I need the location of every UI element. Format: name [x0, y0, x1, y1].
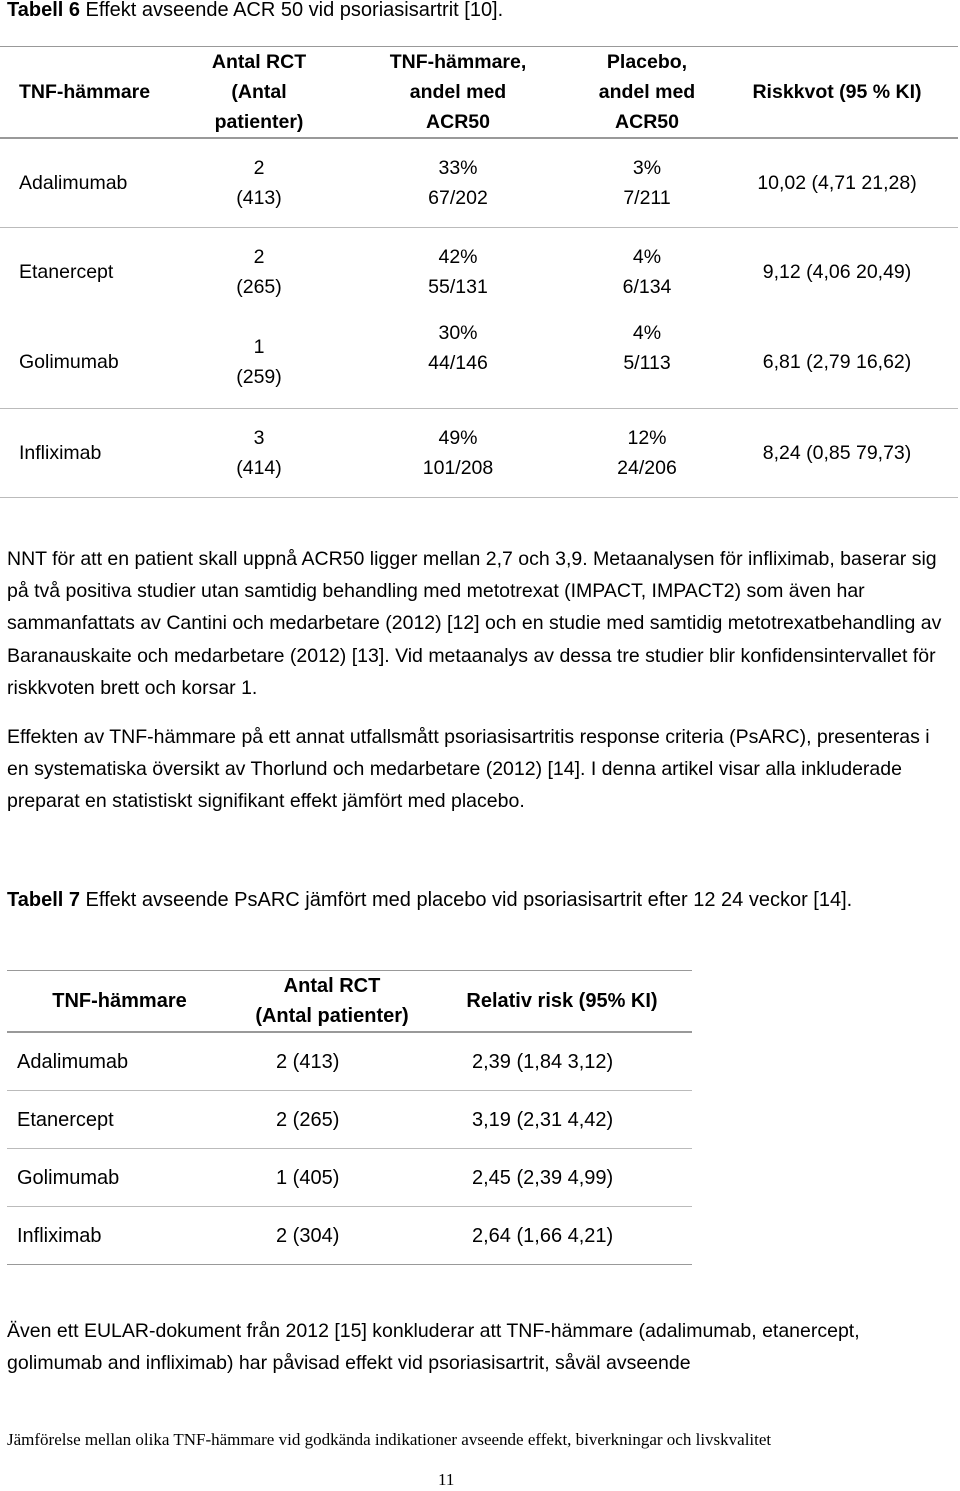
relative-risk: 2,39 (1,84 3,12) [432, 1032, 692, 1091]
table7-header-row [7, 971, 692, 1033]
risk-ratio: 9,12 (4,06 20,49) [762, 261, 912, 283]
tnf-share: 30% 44/146 [338, 316, 578, 409]
table6-caption [7, 0, 503, 26]
placebo-share: 12% 24/206 [578, 409, 716, 498]
placebo-share: 3% 7/211 [578, 138, 716, 228]
table6-header-tnf: TNF-hämmare, andel med ACR50 [338, 47, 578, 139]
table6-caption-label: Tabell 6 [7, 0, 80, 21]
drug-name: Etanercept [7, 1091, 232, 1149]
relative-risk: 2,45 (2,39 4,99) [432, 1149, 692, 1207]
drug-name: Etanercept [19, 261, 114, 283]
risk-ratio: 6,81 (2,79 16,62) [716, 316, 958, 409]
table-row [7, 1032, 692, 1091]
page-footer: Jämförelse mellan olika TNF-hämmare vid godkända indikationer avseende effekt, biverkningar och livskvalitet [7, 1430, 772, 1449]
relative-risk: 2,64 (1,66 4,21) [432, 1207, 692, 1265]
rct-count: 3 (414) [180, 409, 338, 498]
tnf-share: 49% 101/208 [338, 409, 578, 498]
table-row [0, 409, 958, 498]
rct-count: 2 (265) [232, 1091, 432, 1149]
paragraph-nnt: NNT för att en patient skall uppnå ACR50 ligger mellan 2,7 och 3,9. Metaanalysen för infliximab, baserar sig på två positiva studier utan samtidig behandling med metotrexat (IMPACT, IMPACT2) som även har sammanfattats av Cantini och medarbetare (2012) [12] och en studie med samtidig metotrexatbehandling av Baranauskaite och medarbetare (2012) [13]. Vid metaanalys av dessa tre studier blir konfidensintervallet för riskkvoten brett och korsar 1. [7, 548, 942, 699]
table7 [7, 970, 692, 1265]
placebo-share: 4% 5/113 [578, 316, 716, 409]
drug-name: Infliximab [0, 409, 180, 498]
rct-count: 2 (413) [232, 1032, 432, 1091]
risk-ratio: 10,02 (4,71 21,28) [716, 138, 958, 228]
rct-count: 2 (304) [232, 1207, 432, 1265]
table-row [0, 138, 958, 228]
table6 [0, 46, 958, 498]
table6-header-placebo: Placebo, andel med ACR50 [578, 47, 716, 139]
table7-caption-label: Tabell 7 [7, 889, 80, 911]
table6-header-rr: Riskkvot (95 % KI) [716, 47, 958, 139]
table7-header-drug: TNF-hämmare [7, 971, 232, 1033]
table7-header-rr: Relativ risk (95% KI) [432, 971, 692, 1033]
table7-caption-text: Effekt avseende PsARC jämfört med placebo vid psoriasisartrit efter 12 24 veckor [14]. [80, 889, 853, 911]
rct-count: 1 (259) [180, 316, 338, 409]
relative-risk: 3,19 (2,31 4,42) [432, 1091, 692, 1149]
tnf-share: 42% 55/131 [428, 246, 488, 298]
table7-header-rct: Antal RCT (Antal patienter) [232, 971, 432, 1033]
drug-name: Adalimumab [0, 138, 180, 228]
rct-count: 2 (265) [236, 246, 282, 298]
drug-name: Adalimumab [7, 1032, 232, 1091]
paragraph-eular: Även ett EULAR-dokument från 2012 [15] konkluderar att TNF-hämmare (adalimumab, etanercept, golimumab and infliximab) har påvisad effekt vid psoriasisartrit, såväl avseende [7, 1320, 860, 1375]
risk-ratio: 8,24 (0,85 79,73) [716, 409, 958, 498]
table7-caption [7, 884, 937, 916]
drug-name: Golimumab [7, 1149, 232, 1207]
table6-header-drug: TNF-hämmare [0, 47, 180, 139]
table-row [7, 1149, 692, 1207]
paragraph-psarc: Effekten av TNF-hämmare på ett annat utfallsmått psoriasisartritis response criteria (PsARC), presenteras i en systematiska översikt av Thorlund och medarbetare (2012) [14]. I denna artikel visar alla inkluderade preparat en statistiskt signifikant effekt jämfört med placebo. [7, 726, 930, 813]
page-number: 11 [438, 1470, 455, 1489]
drug-name: Golimumab [0, 316, 180, 409]
table-row [0, 316, 958, 409]
drug-name: Infliximab [7, 1207, 232, 1265]
rct-count: 1 (405) [232, 1149, 432, 1207]
table6-header-row [0, 47, 958, 139]
table6-caption-text: Effekt avseende ACR 50 vid psoriasisartrit [10]. [80, 0, 504, 21]
rct-count: 2 (413) [180, 138, 338, 228]
placebo-share: 4% 6/134 [622, 246, 672, 298]
table6-header-rct: Antal RCT (Antal patienter) [180, 47, 338, 139]
table-row [7, 1091, 692, 1149]
table-row [0, 228, 958, 317]
table-row [7, 1207, 692, 1265]
tnf-share: 33% 67/202 [338, 138, 578, 228]
